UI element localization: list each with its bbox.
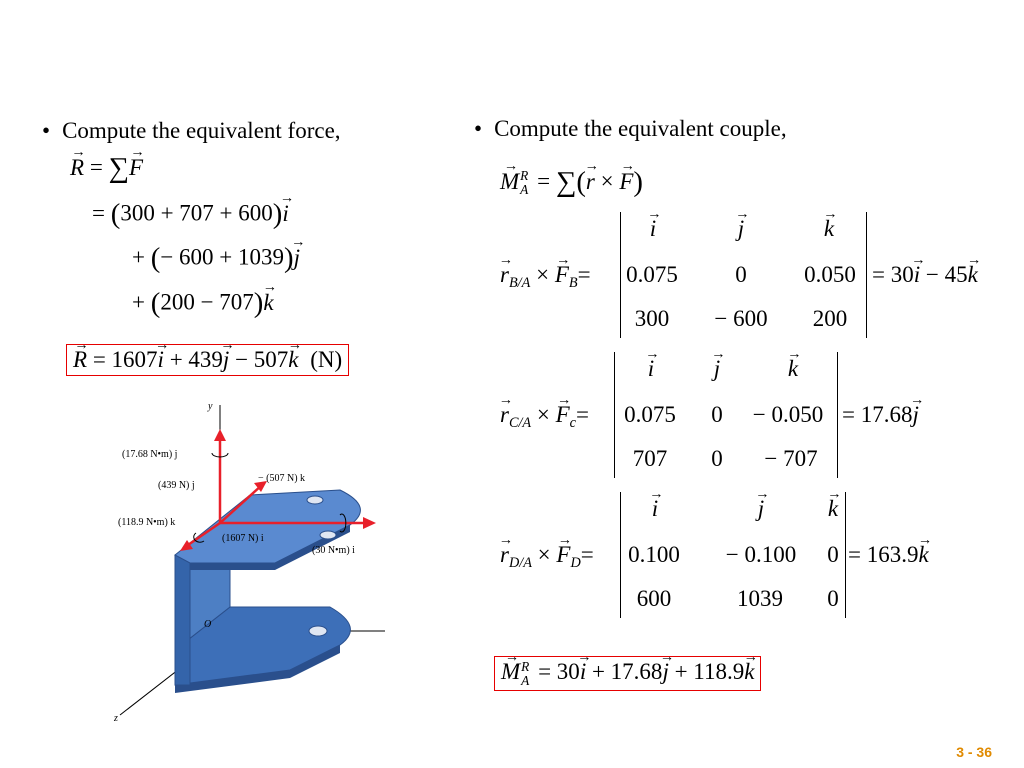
det-d-r1c3: 0 bbox=[827, 542, 839, 567]
equals: = bbox=[537, 168, 551, 194]
det-c-r1c2: 0 bbox=[711, 402, 723, 427]
subscript-d-a: D/A bbox=[508, 554, 532, 571]
force-i-label: (1607 N) i bbox=[222, 533, 264, 544]
y-axis-label: y bbox=[208, 401, 213, 412]
det-d-result bbox=[848, 542, 929, 568]
i-coefficient: = 30 bbox=[538, 659, 580, 684]
det-b-r1c1: 0.075 bbox=[626, 262, 678, 287]
det-c-lhs bbox=[500, 402, 589, 432]
vector-m: → M bbox=[501, 659, 520, 685]
equivalent-force-result-box bbox=[66, 344, 349, 376]
k-coefficient: − 45 bbox=[925, 262, 968, 287]
det-c-r1c1: 0.075 bbox=[624, 402, 676, 427]
unit-vector-k: → k bbox=[788, 356, 798, 382]
det-d-matrix bbox=[620, 492, 846, 618]
det-b-matrix bbox=[620, 212, 867, 338]
equals: = bbox=[576, 402, 589, 427]
det-d-r1c1: 0.100 bbox=[628, 542, 680, 567]
j-coefficient: = 17.68 bbox=[842, 402, 913, 427]
det-b-lhs bbox=[500, 262, 591, 292]
det-b-r2c2: − 600 bbox=[714, 306, 768, 331]
det-b-r1c3: 0.050 bbox=[804, 262, 856, 287]
superscript-r: R bbox=[521, 658, 530, 674]
subscript-c-a: C/A bbox=[508, 414, 532, 431]
equals: = bbox=[89, 154, 103, 180]
cross-sign: × bbox=[536, 262, 550, 287]
det-c-result bbox=[842, 402, 919, 428]
bracket-figure bbox=[100, 395, 400, 725]
unit-vector-k: → k bbox=[828, 496, 838, 522]
unit-vector-j: → j bbox=[714, 356, 720, 382]
top-bolt-hole-2 bbox=[320, 531, 336, 539]
unit-vector-k: → k bbox=[263, 290, 273, 316]
paren-close: ) bbox=[253, 287, 264, 319]
det-c-r1c3: − 0.050 bbox=[752, 402, 824, 427]
moment-sum-equation bbox=[500, 166, 643, 199]
top-bolt-hole-1 bbox=[307, 496, 323, 504]
unit-newton: (N) bbox=[310, 347, 343, 372]
det-b-r2c3: 200 bbox=[812, 306, 848, 331]
k-coefficient: − 507 bbox=[235, 347, 289, 372]
subscript-d: D bbox=[570, 554, 581, 571]
det-c-matrix bbox=[614, 352, 838, 478]
m-scripts bbox=[521, 660, 529, 688]
det-b-result bbox=[872, 262, 978, 288]
unit-vector-i: → i bbox=[652, 496, 658, 522]
left-bullet-text: Compute the equivalent force, bbox=[62, 118, 341, 143]
force-sum-equation bbox=[70, 152, 143, 185]
page-number: 3 - 36 bbox=[956, 744, 992, 760]
unit-vector-j: → j bbox=[662, 659, 668, 685]
i-coefficient: 1607 bbox=[111, 347, 158, 372]
equivalent-couple-result-box bbox=[494, 656, 761, 691]
moment-i-label: (30 N•m) i bbox=[312, 545, 355, 556]
vector-f: → F bbox=[556, 402, 570, 428]
bottom-bolt-hole bbox=[309, 626, 327, 636]
plus: + bbox=[132, 244, 145, 270]
force-j-component bbox=[132, 242, 300, 275]
det-d-r2c2: 1039 bbox=[737, 586, 783, 611]
subscript-c: c bbox=[569, 414, 576, 431]
unit-vector-i: → i bbox=[914, 262, 920, 288]
i-coefficient: = 30 bbox=[872, 262, 914, 287]
j-sum-expression: − 600 + 1039 bbox=[160, 244, 285, 270]
right-bullet-text: Compute the equivalent couple, bbox=[494, 116, 787, 141]
unit-vector-k: → k bbox=[968, 262, 978, 288]
cross-sign: × bbox=[537, 542, 551, 567]
vector-r: → r bbox=[500, 402, 509, 428]
bracket-vertical-plate bbox=[175, 555, 190, 685]
unit-vector-i: → i bbox=[158, 347, 164, 373]
paren-open: ( bbox=[576, 166, 586, 198]
unit-vector-k: → k bbox=[288, 347, 298, 373]
det-d-r2c1: 600 bbox=[636, 586, 672, 611]
moment-k-label: (118.9 N•m) k bbox=[118, 517, 176, 528]
cross-sign: × bbox=[600, 168, 614, 194]
vector-m: → M bbox=[500, 169, 519, 195]
i-sum-expression: 300 + 707 + 600 bbox=[120, 200, 273, 226]
right-bullet bbox=[474, 116, 787, 142]
unit-vector-i: → i bbox=[648, 356, 654, 382]
bullet-dot: • bbox=[42, 118, 51, 143]
unit-vector-i: → i bbox=[650, 216, 656, 242]
vector-f: → F bbox=[129, 155, 143, 181]
unit-vector-j: → j bbox=[912, 402, 918, 428]
paren-open: ( bbox=[150, 242, 161, 274]
unit-vector-j: → j bbox=[294, 245, 300, 271]
left-bullet bbox=[42, 118, 341, 144]
m-scripts bbox=[520, 169, 528, 197]
unit-vector-j: → j bbox=[223, 347, 229, 373]
subscript-a: A bbox=[520, 182, 529, 198]
unit-vector-i: → i bbox=[282, 201, 288, 227]
j-coefficient: + 17.68 bbox=[591, 659, 663, 684]
vector-f: → F bbox=[555, 262, 569, 288]
det-c-r2c2: 0 bbox=[711, 446, 723, 471]
det-b-r2c1: 300 bbox=[634, 306, 670, 331]
z-axis-label: z bbox=[114, 713, 118, 724]
superscript-r: R bbox=[520, 168, 529, 184]
unit-vector-j: → j bbox=[758, 496, 764, 522]
force-i-arrowhead bbox=[363, 517, 376, 529]
vector-f: → F bbox=[619, 169, 633, 195]
k-coefficient: = 163.9 bbox=[848, 542, 919, 567]
equals: = bbox=[580, 542, 594, 567]
subscript-a: A bbox=[521, 672, 530, 688]
det-b-r1c2: 0 bbox=[735, 262, 747, 287]
paren-close: ) bbox=[272, 198, 283, 230]
det-c-r2c3: − 707 bbox=[764, 446, 818, 471]
equals: = bbox=[92, 200, 105, 226]
sum-sign: ∑ bbox=[108, 152, 130, 184]
det-c-r2c1: 707 bbox=[632, 446, 668, 471]
paren-close: ) bbox=[284, 242, 294, 274]
j-coefficient: + 439 bbox=[169, 347, 223, 372]
subscript-b-a: B/A bbox=[508, 274, 531, 291]
force-k-component bbox=[132, 287, 274, 320]
paren-open: ( bbox=[150, 287, 161, 319]
k-sum-expression: 200 − 707 bbox=[160, 289, 254, 315]
unit-vector-k: → k bbox=[744, 659, 754, 685]
bullet-dot: • bbox=[474, 116, 483, 141]
unit-vector-k: → k bbox=[824, 216, 834, 242]
equals: = bbox=[577, 262, 591, 287]
vector-r: → r bbox=[586, 169, 595, 195]
det-d-lhs bbox=[500, 542, 594, 572]
vector-r: → r bbox=[500, 262, 509, 288]
moment-j-label: (17.68 N•m) j bbox=[122, 449, 178, 460]
force-i-component bbox=[92, 198, 289, 231]
vector-r: → R bbox=[70, 155, 84, 181]
force-j-arrowhead bbox=[214, 429, 226, 441]
vector-r: → R bbox=[73, 347, 87, 373]
vector-r: → r bbox=[500, 542, 509, 568]
paren-close: ) bbox=[633, 166, 643, 198]
force-j-label: (439 N) j bbox=[158, 480, 195, 491]
unit-vector-j: → j bbox=[738, 216, 744, 242]
det-d-r1c2: − 0.100 bbox=[725, 542, 797, 567]
sum-sign: ∑ bbox=[555, 166, 577, 198]
unit-vector-k: → k bbox=[918, 542, 928, 568]
paren-open: ( bbox=[110, 198, 121, 230]
force-k-label: − (507 N) k bbox=[258, 473, 306, 484]
vector-f: → F bbox=[556, 542, 570, 568]
unit-vector-i: → i bbox=[580, 659, 586, 685]
subscript-b: B bbox=[568, 274, 578, 291]
det-d-r2c3: 0 bbox=[827, 586, 839, 611]
origin-label: O bbox=[204, 619, 212, 630]
k-coefficient: + 118.9 bbox=[674, 659, 745, 684]
cross-sign: × bbox=[536, 402, 550, 427]
plus: + bbox=[132, 289, 145, 315]
equals: = bbox=[92, 347, 106, 372]
